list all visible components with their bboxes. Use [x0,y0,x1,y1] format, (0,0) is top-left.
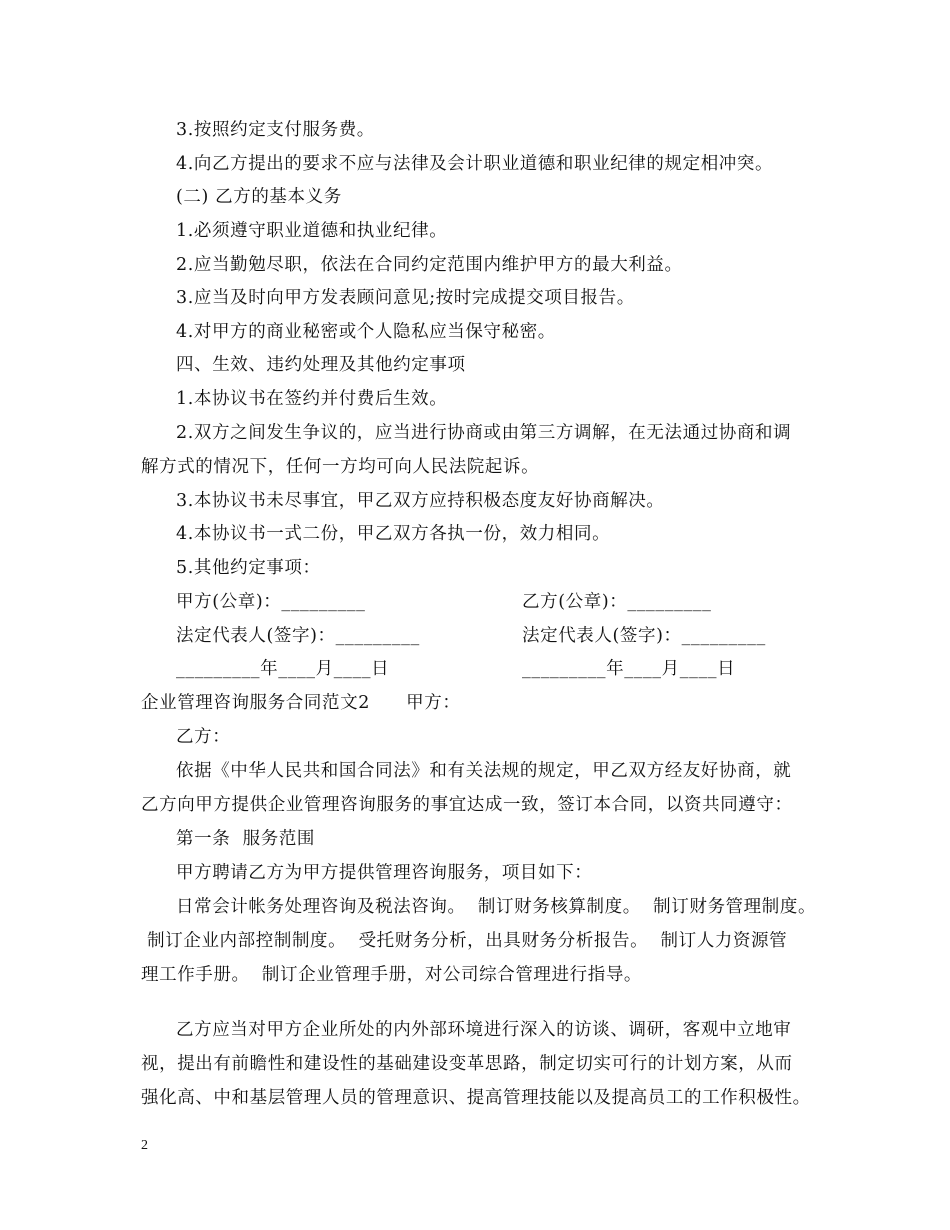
paragraph-line: 3.本协议书未尽事宜，甲乙双方应持积极态度友好协商解决。 [176,491,665,511]
paragraph-line: 4.对甲方的商业秘密或个人隐私应当保守秘密。 [176,322,556,342]
document-title: 企业管理咨询服务合同范文2 甲方： [141,693,461,713]
paragraph-line: 4.向乙方提出的要求不应与法律及会计职业道德和职业纪律的规定相冲突。 [176,154,774,174]
paragraph-line: 2.双方之间发生争议的，应当进行协商或由第三方调解，在无法通过协商和调 [176,423,792,443]
section-heading: (二) 乙方的基本义务 [176,187,342,207]
paragraph-line: 1.本协议书在签约并付费后生效。 [176,389,448,409]
paragraph-line: 3.按照约定支付服务费。 [176,120,375,140]
party-b-date-field: _________年____月____日 [522,659,736,679]
page-number: 2 [141,1138,148,1153]
paragraph-line: 5.其他约定事项： [176,558,321,578]
party-a-rep-field: 法定代表人(签字)：_________ [176,626,420,646]
paragraph-line: 依据《中华人民共和国合同法》和有关法规的规定，甲乙双方经友好协商，就 [176,761,792,781]
party-b-seal-field: 乙方(公章)：_________ [522,592,712,612]
paragraph-line: 日常会计帐务处理咨询及税法咨询。 制订财务核算制度。 制订财务管理制度。 [176,897,817,917]
paragraph-line: 制订企业内部控制制度。 受托财务分析，出具财务分析报告。 制订人力资源管 [141,931,788,951]
paragraph-line: 理工作手册。 制订企业管理手册，对公司综合管理进行指导。 [141,965,643,985]
section-heading: 四、生效、违约处理及其他约定事项 [176,355,466,375]
paragraph-line: 甲方聘请乙方为甲方提供管理咨询服务，项目如下： [176,863,593,883]
paragraph-line: 乙方： [176,727,231,747]
party-b-rep-field: 法定代表人(签字)：_________ [522,626,766,646]
paragraph-line: 1.必须遵守职业道德和执业纪律。 [176,221,448,241]
paragraph-line: 强化高、中和基层管理人员的管理意识、提高管理技能以及提高员工的工作积极性。 [141,1088,811,1108]
paragraph-line: 视，提出有前瞻性和建设性的基础建设变革思路，制定切实可行的计划方案，从而 [141,1054,793,1074]
party-a-date-field: _________年____月____日 [176,659,390,679]
section-heading: 第一条 服务范围 [176,829,316,849]
paragraph-line: 3.应当及时向甲方发表顾问意见;按时完成提交项目报告。 [176,288,635,308]
party-a-seal-field: 甲方(公章)：_________ [176,592,366,612]
paragraph-line: 解方式的情况下，任何一方均可向人民法院起诉。 [141,457,540,477]
paragraph-line: 乙方向甲方提供企业管理咨询服务的事宜达成一致，签订本合同，以资共同遵守： [141,795,793,815]
paragraph-line: 2.应当勤勉尽职，依法在合同约定范围内维护甲方的最大利益。 [176,255,683,275]
paragraph-line: 乙方应当对甲方企业所处的内外部环境进行深入的访谈、调研，客观中立地审 [176,1020,792,1040]
paragraph-line: 4.本协议书一式二份，甲乙双方各执一份，效力相同。 [176,524,611,544]
